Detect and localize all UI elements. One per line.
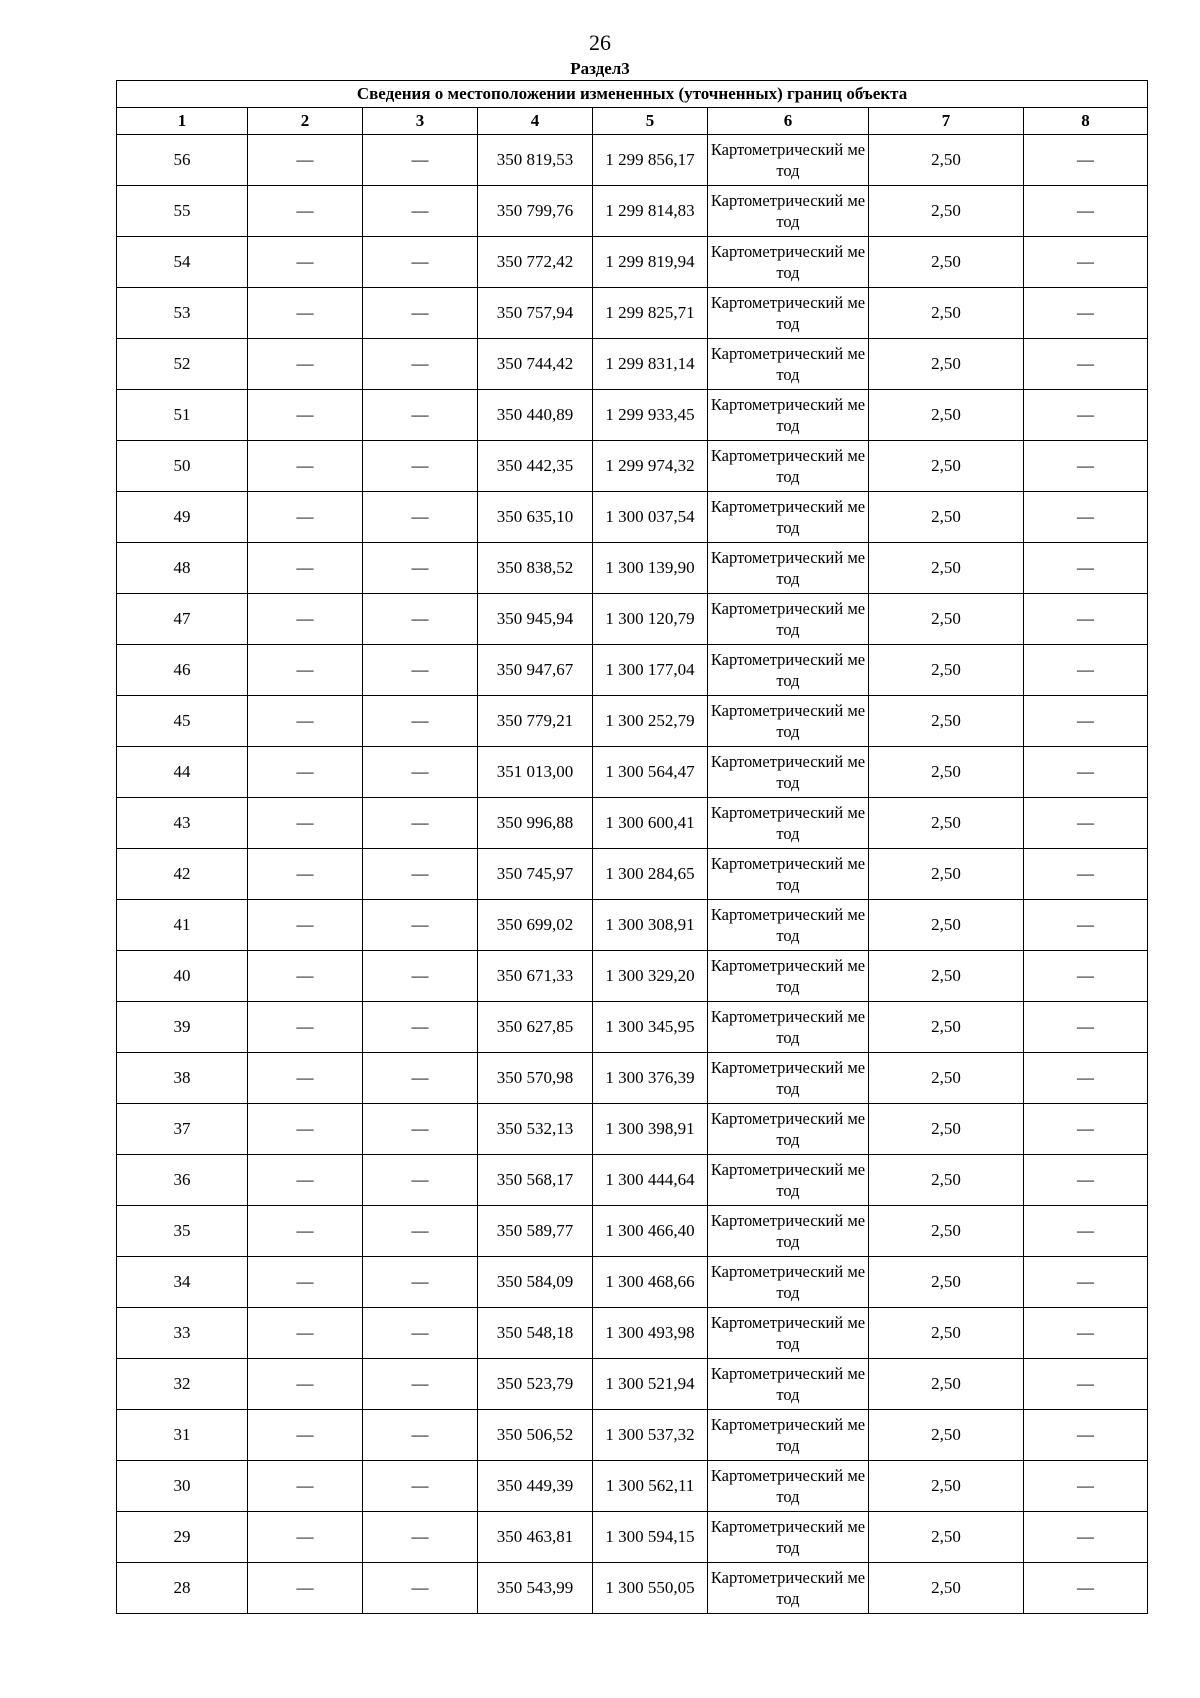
new-x-cell: 350 744,42 xyxy=(478,339,593,390)
method-cell: Картометрический метод xyxy=(708,1206,869,1257)
method-cell: Картометрический метод xyxy=(708,237,869,288)
point-number-cell: 52 xyxy=(117,339,248,390)
table-row xyxy=(117,237,1148,288)
accuracy-cell: 2,50 xyxy=(869,441,1024,492)
new-y-cell: 1 300 284,65 xyxy=(593,849,708,900)
new-y-cell: 1 299 814,83 xyxy=(593,186,708,237)
new-y-cell: 1 299 819,94 xyxy=(593,237,708,288)
page-number: 26 xyxy=(589,30,611,55)
column-number: 1 xyxy=(117,108,248,135)
new-y-cell: 1 300 444,64 xyxy=(593,1155,708,1206)
method-cell: Картометрический метод xyxy=(708,798,869,849)
method-cell: Картометрический метод xyxy=(708,1461,869,1512)
old-y-cell: — xyxy=(363,135,478,186)
column-number: 5 xyxy=(593,108,708,135)
old-x-cell: — xyxy=(248,849,363,900)
old-y-cell: — xyxy=(363,696,478,747)
old-y-cell: — xyxy=(363,1461,478,1512)
table-row xyxy=(117,186,1148,237)
new-x-cell: 350 947,67 xyxy=(478,645,593,696)
old-y-cell: — xyxy=(363,441,478,492)
old-y-cell: — xyxy=(363,594,478,645)
new-y-cell: 1 300 600,41 xyxy=(593,798,708,849)
new-y-cell: 1 300 037,54 xyxy=(593,492,708,543)
old-y-cell: — xyxy=(363,798,478,849)
new-y-cell: 1 300 139,90 xyxy=(593,543,708,594)
old-y-cell: — xyxy=(363,1002,478,1053)
method-cell: Картометрический метод xyxy=(708,1563,869,1614)
old-x-cell: — xyxy=(248,747,363,798)
point-number-cell: 39 xyxy=(117,1002,248,1053)
table-row xyxy=(117,1155,1148,1206)
table-row xyxy=(117,900,1148,951)
method-cell: Картометрический метод xyxy=(708,747,869,798)
column-number: 4 xyxy=(478,108,593,135)
accuracy-cell: 2,50 xyxy=(869,594,1024,645)
new-x-cell: 350 449,39 xyxy=(478,1461,593,1512)
method-cell: Картометрический метод xyxy=(708,1257,869,1308)
column-number: 6 xyxy=(708,108,869,135)
accuracy-cell: 2,50 xyxy=(869,798,1024,849)
description-cell: — xyxy=(1024,288,1148,339)
table-row xyxy=(117,798,1148,849)
accuracy-cell: 2,50 xyxy=(869,1155,1024,1206)
old-x-cell: — xyxy=(248,1563,363,1614)
new-y-cell: 1 299 831,14 xyxy=(593,339,708,390)
old-y-cell: — xyxy=(363,1308,478,1359)
table-row xyxy=(117,951,1148,1002)
method-cell: Картометрический метод xyxy=(708,186,869,237)
point-number-cell: 51 xyxy=(117,390,248,441)
table-row xyxy=(117,543,1148,594)
new-y-cell: 1 300 562,11 xyxy=(593,1461,708,1512)
old-x-cell: — xyxy=(248,645,363,696)
new-x-cell: 350 996,88 xyxy=(478,798,593,849)
accuracy-cell: 2,50 xyxy=(869,951,1024,1002)
new-x-cell: 350 568,17 xyxy=(478,1155,593,1206)
point-number-cell: 43 xyxy=(117,798,248,849)
point-number-cell: 32 xyxy=(117,1359,248,1410)
table-caption: Сведения о местоположении измененных (уточненных) границ объекта xyxy=(117,81,1148,108)
old-y-cell: — xyxy=(363,492,478,543)
point-number-cell: 53 xyxy=(117,288,248,339)
description-cell: — xyxy=(1024,1002,1148,1053)
method-cell: Картометрический метод xyxy=(708,951,869,1002)
new-y-cell: 1 300 468,66 xyxy=(593,1257,708,1308)
table-row xyxy=(117,1104,1148,1155)
table-row xyxy=(117,1002,1148,1053)
accuracy-cell: 2,50 xyxy=(869,900,1024,951)
old-y-cell: — xyxy=(363,1155,478,1206)
new-x-cell: 350 532,13 xyxy=(478,1104,593,1155)
description-cell: — xyxy=(1024,1053,1148,1104)
method-cell: Картометрический метод xyxy=(708,1410,869,1461)
new-y-cell: 1 300 120,79 xyxy=(593,594,708,645)
method-cell: Картометрический метод xyxy=(708,849,869,900)
new-y-cell: 1 300 329,20 xyxy=(593,951,708,1002)
column-number: 7 xyxy=(869,108,1024,135)
old-y-cell: — xyxy=(363,1053,478,1104)
new-y-cell: 1 300 521,94 xyxy=(593,1359,708,1410)
new-x-cell: 350 627,85 xyxy=(478,1002,593,1053)
point-number-cell: 41 xyxy=(117,900,248,951)
old-x-cell: — xyxy=(248,1512,363,1563)
new-y-cell: 1 300 177,04 xyxy=(593,645,708,696)
new-x-cell: 350 819,53 xyxy=(478,135,593,186)
point-number-cell: 42 xyxy=(117,849,248,900)
old-x-cell: — xyxy=(248,1308,363,1359)
old-y-cell: — xyxy=(363,237,478,288)
new-y-cell: 1 300 493,98 xyxy=(593,1308,708,1359)
accuracy-cell: 2,50 xyxy=(869,747,1024,798)
old-y-cell: — xyxy=(363,1359,478,1410)
new-y-cell: 1 300 252,79 xyxy=(593,696,708,747)
table-row xyxy=(117,1410,1148,1461)
new-y-cell: 1 300 564,47 xyxy=(593,747,708,798)
new-y-cell: 1 300 466,40 xyxy=(593,1206,708,1257)
new-x-cell: 350 745,97 xyxy=(478,849,593,900)
new-x-cell: 350 671,33 xyxy=(478,951,593,1002)
accuracy-cell: 2,50 xyxy=(869,645,1024,696)
new-x-cell: 350 548,18 xyxy=(478,1308,593,1359)
new-x-cell: 350 506,52 xyxy=(478,1410,593,1461)
table-row xyxy=(117,849,1148,900)
new-y-cell: 1 300 594,15 xyxy=(593,1512,708,1563)
description-cell: — xyxy=(1024,1563,1148,1614)
accuracy-cell: 2,50 xyxy=(869,1002,1024,1053)
description-cell: — xyxy=(1024,1257,1148,1308)
description-cell: — xyxy=(1024,390,1148,441)
old-x-cell: — xyxy=(248,186,363,237)
method-cell: Картометрический метод xyxy=(708,594,869,645)
table-row xyxy=(117,1308,1148,1359)
table-row xyxy=(117,1257,1148,1308)
accuracy-cell: 2,50 xyxy=(869,1512,1024,1563)
new-y-cell: 1 300 345,95 xyxy=(593,1002,708,1053)
method-cell: Картометрический метод xyxy=(708,696,869,747)
table-row xyxy=(117,1512,1148,1563)
old-y-cell: — xyxy=(363,288,478,339)
old-x-cell: — xyxy=(248,1410,363,1461)
table-row xyxy=(117,1461,1148,1512)
accuracy-cell: 2,50 xyxy=(869,849,1024,900)
accuracy-cell: 2,50 xyxy=(869,390,1024,441)
old-y-cell: — xyxy=(363,900,478,951)
section-title: Раздел3 xyxy=(570,59,630,78)
point-number-cell: 33 xyxy=(117,1308,248,1359)
accuracy-cell: 2,50 xyxy=(869,1563,1024,1614)
new-x-cell: 350 543,99 xyxy=(478,1563,593,1614)
old-x-cell: — xyxy=(248,339,363,390)
point-number-cell: 38 xyxy=(117,1053,248,1104)
description-cell: — xyxy=(1024,186,1148,237)
table-row xyxy=(117,747,1148,798)
point-number-cell: 31 xyxy=(117,1410,248,1461)
table-row xyxy=(117,288,1148,339)
method-cell: Картометрический метод xyxy=(708,390,869,441)
description-cell: — xyxy=(1024,237,1148,288)
column-number: 2 xyxy=(248,108,363,135)
new-y-cell: 1 300 308,91 xyxy=(593,900,708,951)
accuracy-cell: 2,50 xyxy=(869,1461,1024,1512)
old-y-cell: — xyxy=(363,543,478,594)
new-y-cell: 1 299 974,32 xyxy=(593,441,708,492)
description-cell: — xyxy=(1024,696,1148,747)
method-cell: Картометрический метод xyxy=(708,1002,869,1053)
accuracy-cell: 2,50 xyxy=(869,237,1024,288)
table-row xyxy=(117,594,1148,645)
new-x-cell: 350 523,79 xyxy=(478,1359,593,1410)
description-cell: — xyxy=(1024,594,1148,645)
new-y-cell: 1 299 825,71 xyxy=(593,288,708,339)
old-y-cell: — xyxy=(363,1563,478,1614)
old-x-cell: — xyxy=(248,135,363,186)
description-cell: — xyxy=(1024,1104,1148,1155)
point-number-cell: 30 xyxy=(117,1461,248,1512)
point-number-cell: 56 xyxy=(117,135,248,186)
accuracy-cell: 2,50 xyxy=(869,186,1024,237)
old-x-cell: — xyxy=(248,1206,363,1257)
new-x-cell: 350 589,77 xyxy=(478,1206,593,1257)
method-cell: Картометрический метод xyxy=(708,900,869,951)
column-number-row xyxy=(117,108,1148,135)
accuracy-cell: 2,50 xyxy=(869,1410,1024,1461)
table-row xyxy=(117,696,1148,747)
old-y-cell: — xyxy=(363,747,478,798)
method-cell: Картометрический метод xyxy=(708,441,869,492)
method-cell: Картометрический метод xyxy=(708,135,869,186)
accuracy-cell: 2,50 xyxy=(869,1053,1024,1104)
point-number-cell: 29 xyxy=(117,1512,248,1563)
new-x-cell: 350 584,09 xyxy=(478,1257,593,1308)
table-row xyxy=(117,441,1148,492)
old-y-cell: — xyxy=(363,186,478,237)
description-cell: — xyxy=(1024,1461,1148,1512)
column-number: 3 xyxy=(363,108,478,135)
accuracy-cell: 2,50 xyxy=(869,543,1024,594)
old-x-cell: — xyxy=(248,1053,363,1104)
description-cell: — xyxy=(1024,645,1148,696)
description-cell: — xyxy=(1024,1359,1148,1410)
point-number-cell: 37 xyxy=(117,1104,248,1155)
old-y-cell: — xyxy=(363,1257,478,1308)
new-x-cell: 350 779,21 xyxy=(478,696,593,747)
old-x-cell: — xyxy=(248,1257,363,1308)
accuracy-cell: 2,50 xyxy=(869,1359,1024,1410)
description-cell: — xyxy=(1024,900,1148,951)
new-y-cell: 1 299 856,17 xyxy=(593,135,708,186)
table-row xyxy=(117,339,1148,390)
new-y-cell: 1 300 537,32 xyxy=(593,1410,708,1461)
table-row xyxy=(117,645,1148,696)
new-x-cell: 351 013,00 xyxy=(478,747,593,798)
boundary-coordinates-table xyxy=(116,80,1148,1614)
method-cell: Картометрический метод xyxy=(708,339,869,390)
point-number-cell: 55 xyxy=(117,186,248,237)
old-x-cell: — xyxy=(248,441,363,492)
table-row xyxy=(117,1206,1148,1257)
old-x-cell: — xyxy=(248,237,363,288)
description-cell: — xyxy=(1024,1410,1148,1461)
old-y-cell: — xyxy=(363,951,478,1002)
new-x-cell: 350 440,89 xyxy=(478,390,593,441)
new-y-cell: 1 299 933,45 xyxy=(593,390,708,441)
old-x-cell: — xyxy=(248,1155,363,1206)
new-x-cell: 350 945,94 xyxy=(478,594,593,645)
point-number-cell: 49 xyxy=(117,492,248,543)
accuracy-cell: 2,50 xyxy=(869,288,1024,339)
column-number: 8 xyxy=(1024,108,1148,135)
description-cell: — xyxy=(1024,1512,1148,1563)
description-cell: — xyxy=(1024,951,1148,1002)
table-row xyxy=(117,135,1148,186)
table-row xyxy=(117,390,1148,441)
old-x-cell: — xyxy=(248,900,363,951)
old-x-cell: — xyxy=(248,543,363,594)
description-cell: — xyxy=(1024,849,1148,900)
description-cell: — xyxy=(1024,1206,1148,1257)
point-number-cell: 35 xyxy=(117,1206,248,1257)
new-x-cell: 350 838,52 xyxy=(478,543,593,594)
point-number-cell: 34 xyxy=(117,1257,248,1308)
method-cell: Картометрический метод xyxy=(708,288,869,339)
old-y-cell: — xyxy=(363,1206,478,1257)
description-cell: — xyxy=(1024,1308,1148,1359)
description-cell: — xyxy=(1024,1155,1148,1206)
point-number-cell: 54 xyxy=(117,237,248,288)
description-cell: — xyxy=(1024,339,1148,390)
table-row xyxy=(117,1359,1148,1410)
description-cell: — xyxy=(1024,135,1148,186)
old-x-cell: — xyxy=(248,594,363,645)
table-body xyxy=(117,135,1148,1614)
accuracy-cell: 2,50 xyxy=(869,135,1024,186)
method-cell: Картометрический метод xyxy=(708,543,869,594)
new-y-cell: 1 300 550,05 xyxy=(593,1563,708,1614)
old-x-cell: — xyxy=(248,1359,363,1410)
new-y-cell: 1 300 398,91 xyxy=(593,1104,708,1155)
accuracy-cell: 2,50 xyxy=(869,1257,1024,1308)
description-cell: — xyxy=(1024,798,1148,849)
accuracy-cell: 2,50 xyxy=(869,339,1024,390)
method-cell: Картометрический метод xyxy=(708,1512,869,1563)
old-x-cell: — xyxy=(248,492,363,543)
old-y-cell: — xyxy=(363,1410,478,1461)
accuracy-cell: 2,50 xyxy=(869,1104,1024,1155)
method-cell: Картометрический метод xyxy=(708,1359,869,1410)
accuracy-cell: 2,50 xyxy=(869,696,1024,747)
new-y-cell: 1 300 376,39 xyxy=(593,1053,708,1104)
new-x-cell: 350 570,98 xyxy=(478,1053,593,1104)
old-x-cell: — xyxy=(248,798,363,849)
point-number-cell: 40 xyxy=(117,951,248,1002)
old-x-cell: — xyxy=(248,1002,363,1053)
old-y-cell: — xyxy=(363,390,478,441)
old-x-cell: — xyxy=(248,288,363,339)
old-x-cell: — xyxy=(248,390,363,441)
point-number-cell: 50 xyxy=(117,441,248,492)
old-y-cell: — xyxy=(363,1104,478,1155)
old-y-cell: — xyxy=(363,645,478,696)
new-x-cell: 350 699,02 xyxy=(478,900,593,951)
point-number-cell: 47 xyxy=(117,594,248,645)
point-number-cell: 46 xyxy=(117,645,248,696)
old-y-cell: — xyxy=(363,339,478,390)
accuracy-cell: 2,50 xyxy=(869,1308,1024,1359)
table-row xyxy=(117,1563,1148,1614)
description-cell: — xyxy=(1024,492,1148,543)
old-x-cell: — xyxy=(248,696,363,747)
point-number-cell: 44 xyxy=(117,747,248,798)
method-cell: Картометрический метод xyxy=(708,1155,869,1206)
old-x-cell: — xyxy=(248,1461,363,1512)
table-row xyxy=(117,492,1148,543)
old-x-cell: — xyxy=(248,951,363,1002)
description-cell: — xyxy=(1024,747,1148,798)
method-cell: Картометрический метод xyxy=(708,645,869,696)
method-cell: Картометрический метод xyxy=(708,1053,869,1104)
accuracy-cell: 2,50 xyxy=(869,1206,1024,1257)
point-number-cell: 36 xyxy=(117,1155,248,1206)
method-cell: Картометрический метод xyxy=(708,492,869,543)
method-cell: Картометрический метод xyxy=(708,1308,869,1359)
old-x-cell: — xyxy=(248,1104,363,1155)
old-y-cell: — xyxy=(363,1512,478,1563)
new-x-cell: 350 635,10 xyxy=(478,492,593,543)
new-x-cell: 350 442,35 xyxy=(478,441,593,492)
accuracy-cell: 2,50 xyxy=(869,492,1024,543)
new-x-cell: 350 463,81 xyxy=(478,1512,593,1563)
description-cell: — xyxy=(1024,543,1148,594)
method-cell: Картометрический метод xyxy=(708,1104,869,1155)
description-cell: — xyxy=(1024,441,1148,492)
point-number-cell: 45 xyxy=(117,696,248,747)
new-x-cell: 350 799,76 xyxy=(478,186,593,237)
new-x-cell: 350 772,42 xyxy=(478,237,593,288)
point-number-cell: 28 xyxy=(117,1563,248,1614)
point-number-cell: 48 xyxy=(117,543,248,594)
new-x-cell: 350 757,94 xyxy=(478,288,593,339)
table-row xyxy=(117,1053,1148,1104)
old-y-cell: — xyxy=(363,849,478,900)
